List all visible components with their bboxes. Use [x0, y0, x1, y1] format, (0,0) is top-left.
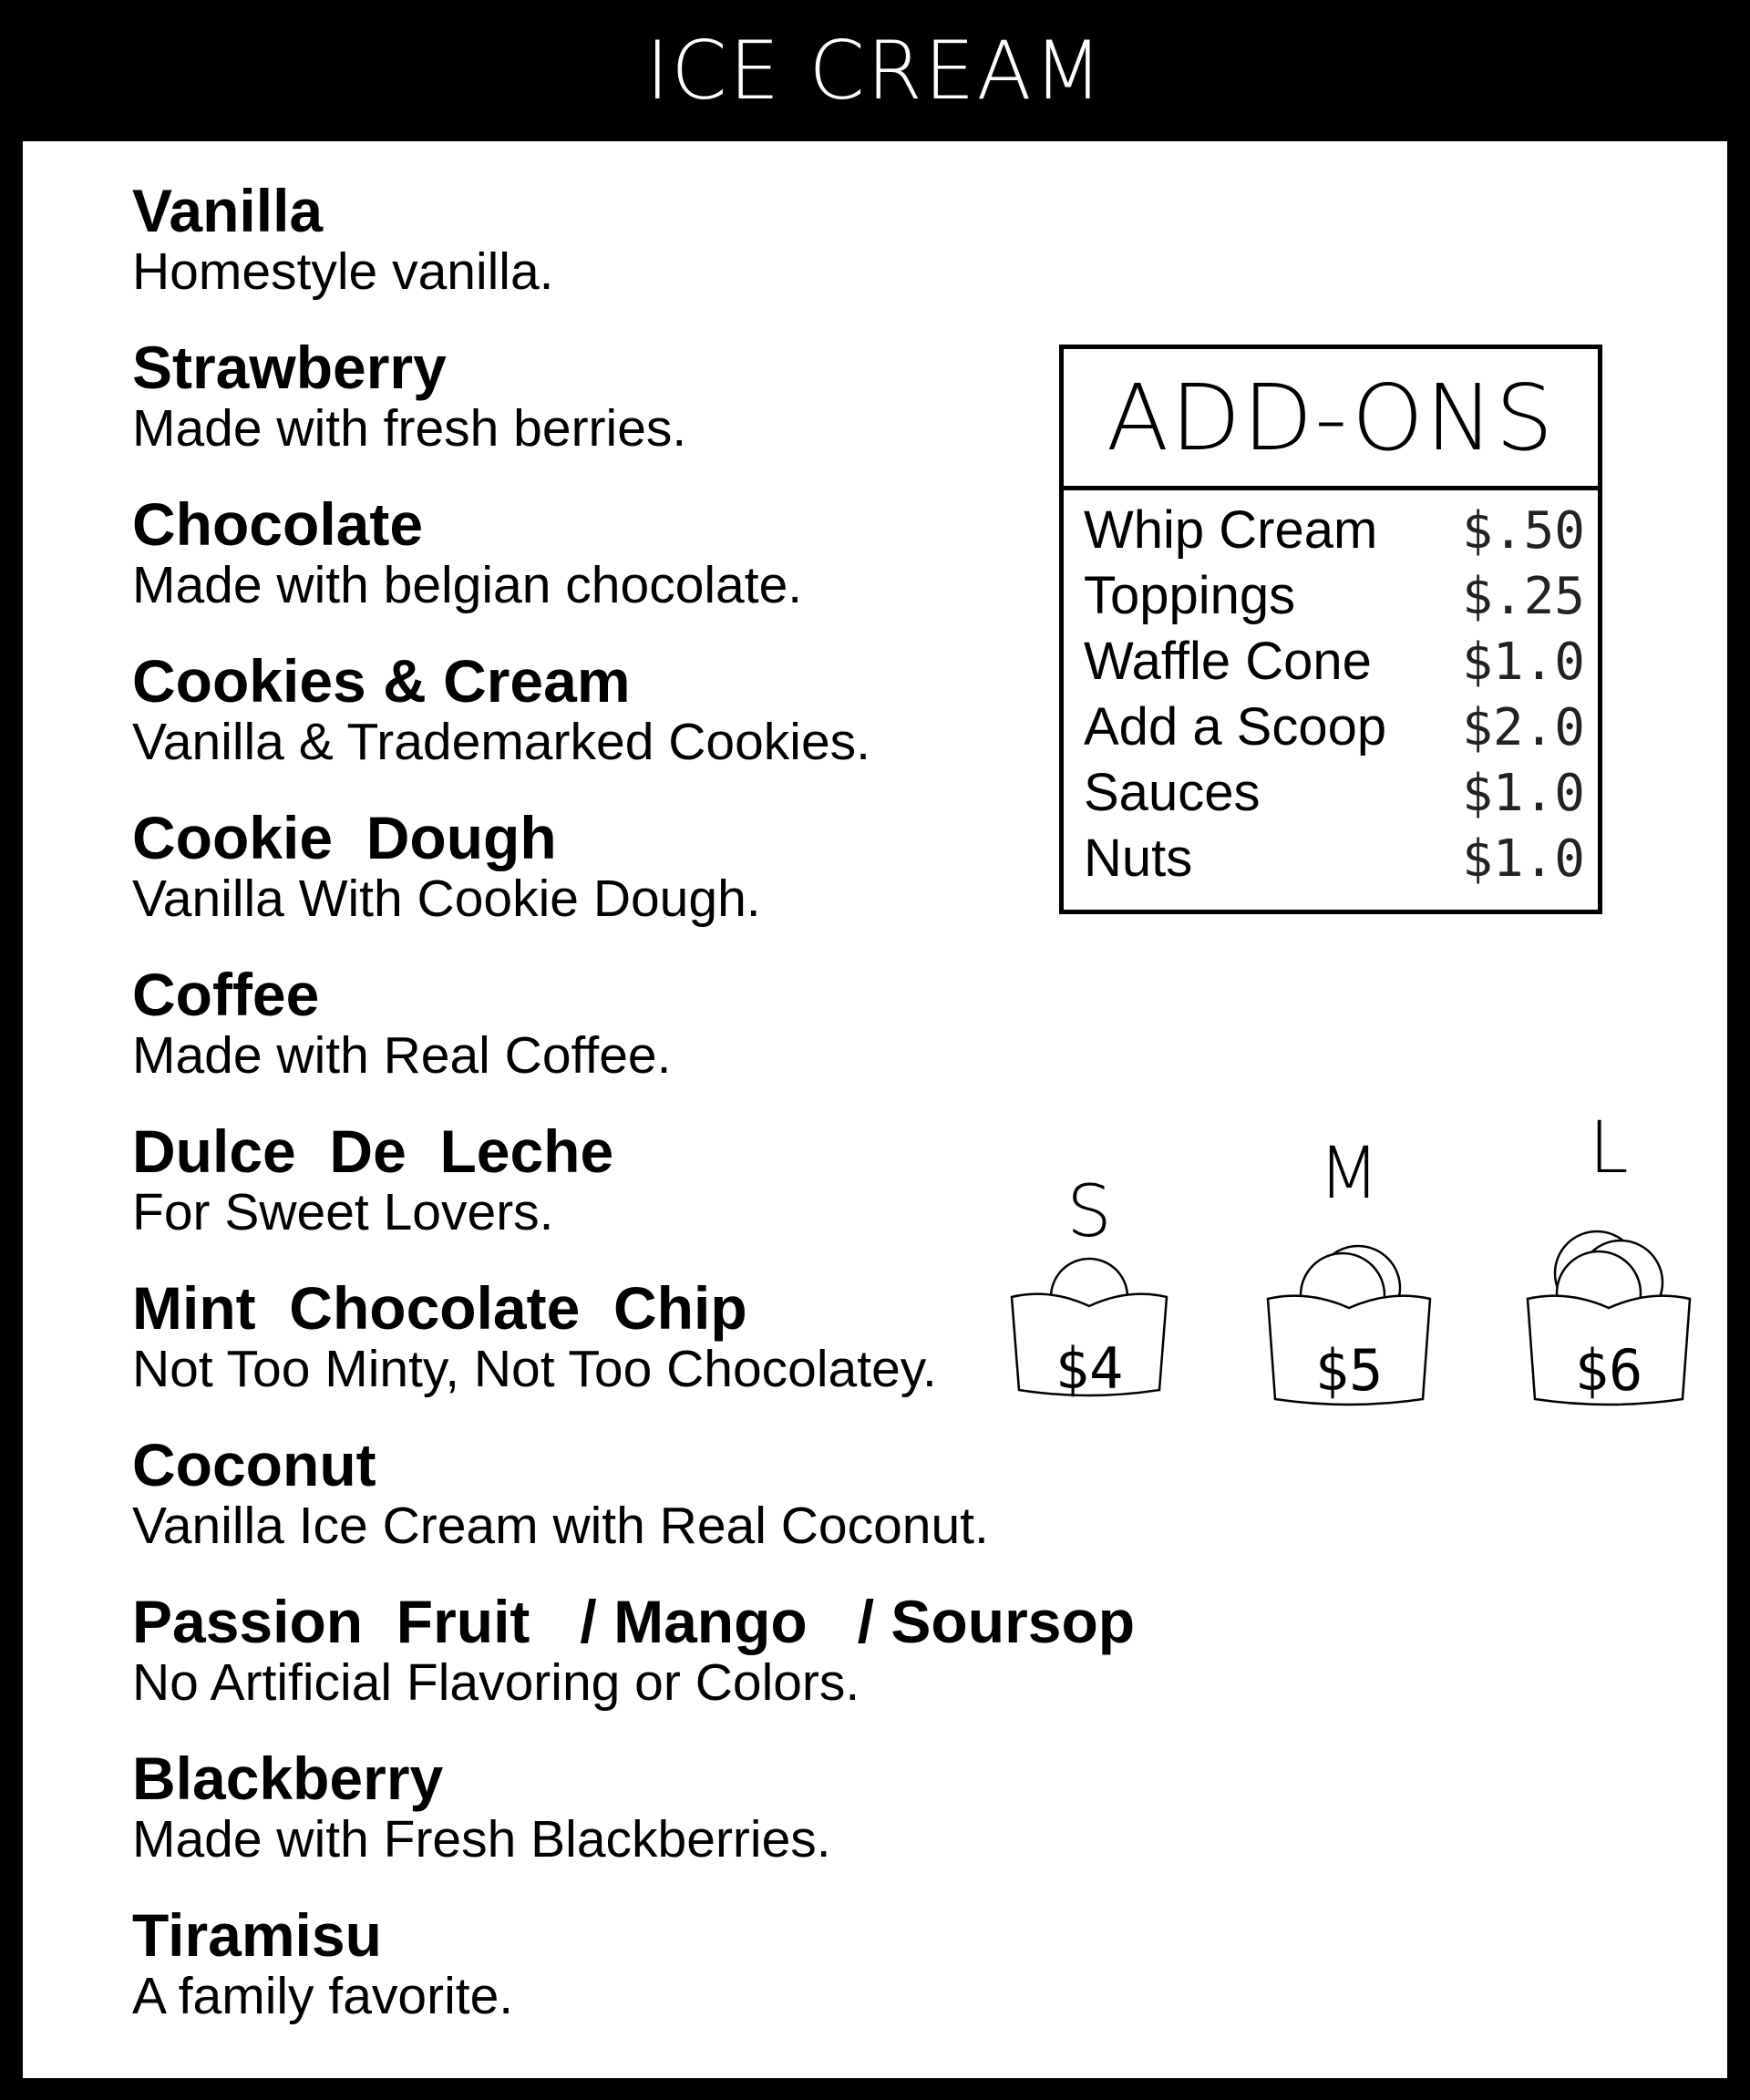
flavor-description: A family favorite.	[132, 1967, 514, 2025]
flavor-name: Chocolate	[132, 490, 424, 558]
addon-price: $1.0	[1462, 633, 1585, 692]
addon-name: Toppings	[1084, 566, 1296, 625]
addons-box	[1059, 345, 1602, 914]
flavor-name: Blackberry	[132, 1745, 444, 1812]
flavor-description: Not Too Minty, Not Too Chocolatey.	[132, 1340, 937, 1398]
addon-row	[1084, 828, 1585, 893]
flavor-name: Cookies & Cream	[132, 647, 631, 715]
addons-list	[1064, 490, 1598, 893]
flavor-description: Made with Real Coffee.	[132, 1026, 672, 1085]
addon-price: $1.0	[1462, 829, 1585, 889]
menu-title: ICE CREAM	[645, 24, 1105, 118]
flavor-description: Vanilla & Trademarked Cookies.	[132, 713, 870, 771]
addon-price: $.50	[1462, 501, 1585, 561]
addons-title: ADD-ONS	[1106, 364, 1556, 471]
flavor-name: Mint Chocolate Chip	[132, 1274, 747, 1342]
flavor-name: Tiramisu	[132, 1901, 382, 1969]
flavor-name: Passion Fruit / Mango / Soursop	[132, 1588, 1136, 1655]
menu-panel	[23, 141, 1727, 2078]
addon-name: Waffle Cone	[1084, 632, 1372, 691]
size-label: S	[1066, 1171, 1112, 1253]
addon-row	[1084, 499, 1585, 565]
addon-price: $1.0	[1462, 764, 1585, 823]
flavor-item	[132, 178, 1408, 335]
cup-price: $4	[1055, 1335, 1124, 1402]
addon-name: Nuts	[1084, 829, 1193, 888]
flavor-item	[132, 1745, 1408, 1902]
addon-price: $.25	[1462, 567, 1585, 626]
flavor-name: Coconut	[132, 1431, 376, 1498]
addon-row	[1084, 631, 1585, 696]
addon-name: Add a Scoop	[1084, 697, 1387, 757]
flavor-name: Vanilla	[132, 177, 324, 244]
flavor-name: Cookie Dough	[132, 804, 557, 871]
addon-name: Sauces	[1084, 763, 1261, 822]
flavor-description: No Artificial Flavoring or Colors.	[132, 1653, 860, 1712]
addon-row	[1084, 762, 1585, 828]
flavor-item	[132, 1902, 1408, 2059]
addon-price: $2.0	[1462, 698, 1585, 757]
flavor-description: For Sweet Lovers.	[132, 1183, 554, 1241]
header-bar	[0, 0, 1750, 141]
flavor-name: Strawberry	[132, 334, 447, 401]
flavor-item	[132, 1432, 1408, 1589]
flavor-description: Vanilla With Cookie Dough.	[132, 870, 761, 928]
addon-row	[1084, 565, 1585, 631]
flavor-description: Made with belgian chocolate.	[132, 556, 803, 614]
cup-medium-icon	[1262, 1226, 1436, 1436]
flavor-description: Made with Fresh Blackberries.	[132, 1810, 831, 1868]
flavor-item	[132, 1589, 1408, 1745]
size-label: M	[1318, 1133, 1380, 1215]
flavor-name: Dulce De Leche	[132, 1117, 614, 1185]
flavor-description: Homestyle vanilla.	[132, 242, 554, 301]
flavor-description: Vanilla Ice Cream with Real Coconut.	[132, 1497, 989, 1555]
size-label: L	[1589, 1107, 1629, 1189]
flavor-description: Made with fresh berries.	[132, 399, 687, 458]
addon-name: Whip Cream	[1084, 500, 1378, 560]
addons-header	[1064, 349, 1598, 490]
size-options	[1003, 962, 1732, 1417]
cup-price: $5	[1314, 1337, 1384, 1404]
cup-price: $6	[1574, 1337, 1643, 1404]
addon-row	[1084, 696, 1585, 762]
flavor-name: Coffee	[132, 961, 320, 1028]
